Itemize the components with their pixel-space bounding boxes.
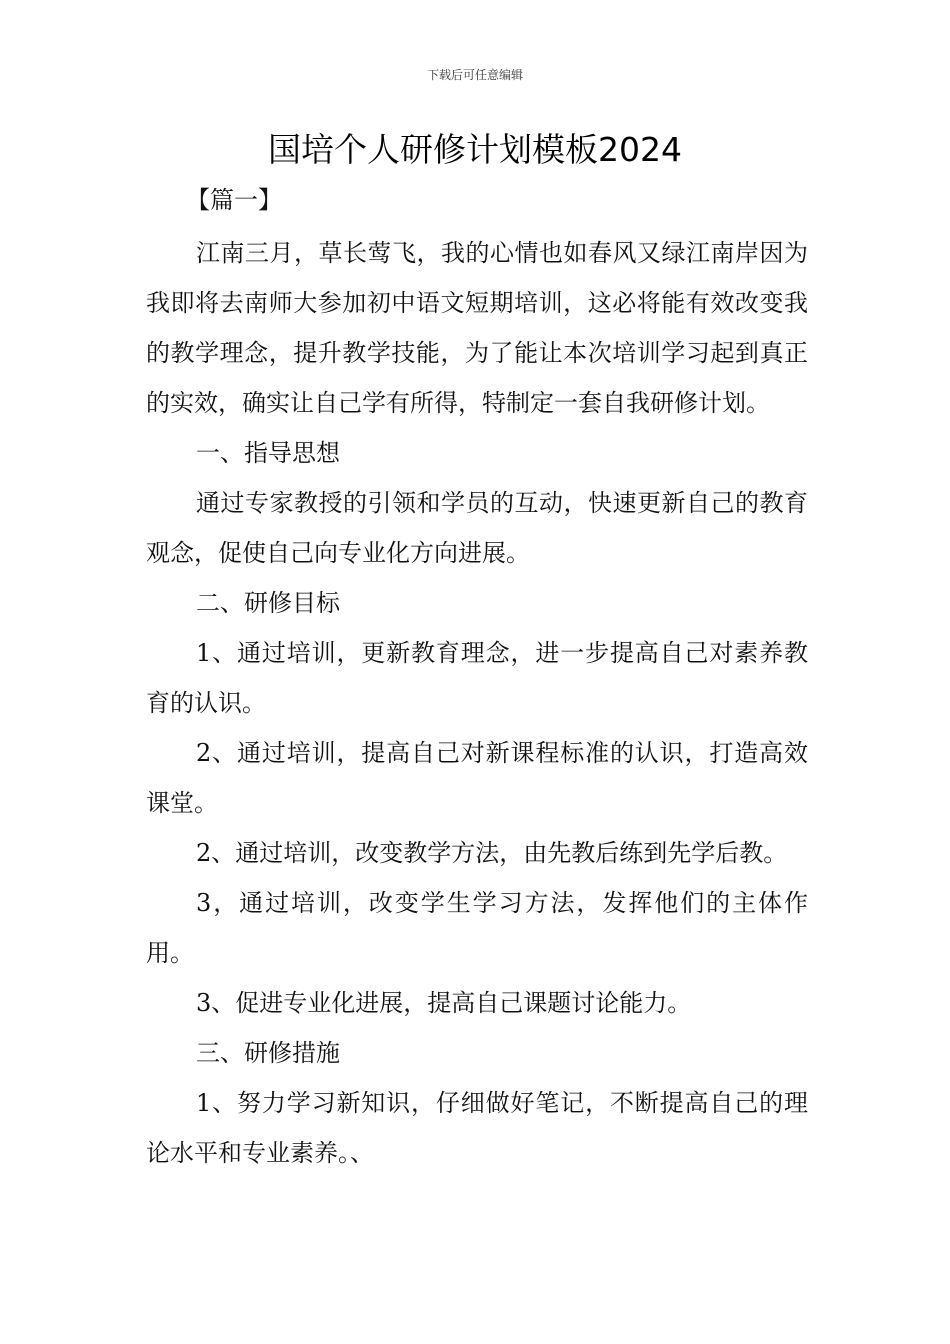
goal-item: 3，通过培训，改变学生学习方法，发挥他们的主体作用。 [146,889,808,967]
goal-item: 3、促进专业化进展，提高自己课题讨论能力。 [196,989,692,1017]
heading-study-goals: 二、研修目标 [196,589,340,617]
goal-item: 1、通过培训，更新教育理念，进一步提高自己对素养教育的认识。 [146,639,808,717]
document-title: 国培个人研修计划模板2024 [268,130,682,169]
goal-item: 2、通过培训，改变教学方法，由先教后练到先学后教。 [196,839,788,867]
paragraph-intro: 江南三月，草长莺飞，我的心情也如春风又绿江南岸因为我即将去南师大参加初中语文短期培训，这必将能有效改变我的教学理念，提升教学技能，为了能让本次培训学习起到真正的实效，确实让自己学有所得，特制定一套自我研修计划。 [146,239,808,417]
heading-study-measures: 三、研修措施 [196,1039,340,1067]
paragraph-guiding-thought: 通过专家教授的引领和学员的互动，快速更新自己的教育观念，促使自己向专业化方向进展。 [146,489,808,567]
goal-item: 2、通过培训，提高自己对新课程标准的认识，打造高效课堂。 [146,739,808,817]
header-note: 下载后可任意编辑 [426,68,523,82]
measure-item: 1、努力学习新知识，仔细做好笔记，不断提高自己的理论水平和专业素养。、 [146,1089,808,1167]
heading-guiding-thought: 一、指导思想 [196,439,340,467]
document-body [146,178,808,1178]
section-tag: 【篇一】 [186,186,282,214]
